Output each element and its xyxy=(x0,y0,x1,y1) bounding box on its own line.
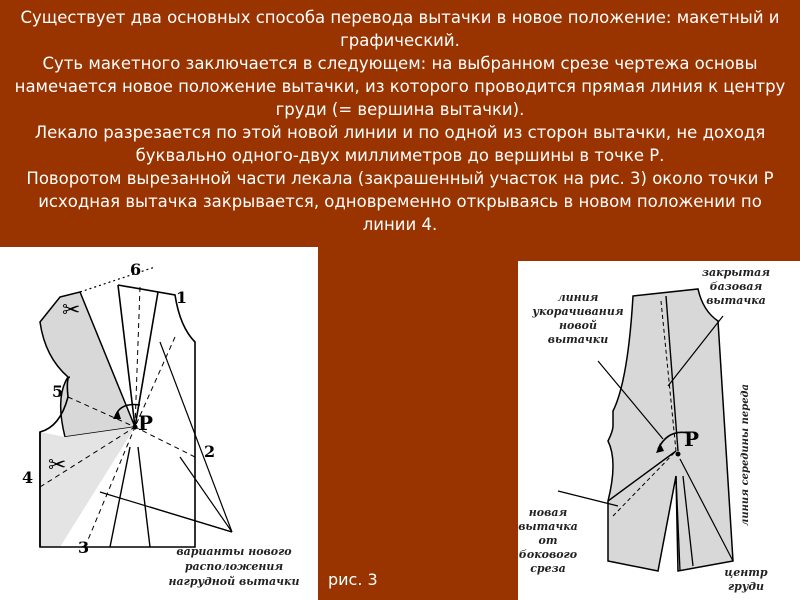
annotation-line-1: варианты нового xyxy=(176,545,292,558)
shortening-label-1: линия xyxy=(557,291,599,304)
bust-center-label-2: груди xyxy=(727,580,765,593)
annotation-line-2: расположения xyxy=(184,560,284,573)
pattern-drawing-left xyxy=(0,247,318,600)
new-dart-label-1: новая xyxy=(528,506,568,519)
new-dart-label-3: от xyxy=(538,534,558,547)
shortening-label-4: вытачки xyxy=(547,333,609,346)
closed-dart-label-3: вытачка xyxy=(706,294,766,307)
paragraph-mockup-essence: Суть макетного заключается в следующем: на выбранном срезе чертежа основы намечается новое положение вытачки, из которого проводится прямая линия к центру груди (= вершина вытачки). xyxy=(14,54,786,119)
closed-dart-label-1: закрытая xyxy=(702,266,770,279)
shoulder-dotted-line xyxy=(80,267,155,292)
scissors-icon: ✂ xyxy=(62,298,81,323)
dart-line-2 xyxy=(135,292,158,427)
pointer-arrow-1 xyxy=(160,342,232,532)
figure-left-panel xyxy=(0,247,318,600)
shortening-label-2: укорачивания xyxy=(532,305,624,318)
pattern-drawing-right xyxy=(518,261,800,600)
point-p-dot-right xyxy=(676,452,681,457)
paragraph-rotation: Поворотом вырезанной части лекала (закрашенный участок на рис. 3) около точки Р исходная вытачка закрывается, одновременно открываясь в новом положении по линии 4. xyxy=(26,169,774,234)
label-4: 4 xyxy=(22,468,34,487)
new-dart-label-5: среза xyxy=(530,562,566,575)
scissors-icon: ✂ xyxy=(48,453,67,478)
annotation-line-3: нагрудной вытачки xyxy=(168,575,300,588)
pointer-arrow-2 xyxy=(180,457,232,532)
bust-center-label-1: центр xyxy=(724,566,768,579)
point-p-label: P xyxy=(138,411,154,435)
figure-caption: рис. 3 xyxy=(328,570,378,589)
closed-dart-label-2: базовая xyxy=(709,280,763,293)
label-3: 3 xyxy=(78,538,90,557)
center-front-label: линия середины переда xyxy=(740,384,751,526)
label-2: 2 xyxy=(204,442,216,461)
new-dart-label-4: бокового xyxy=(518,548,578,561)
label-1: 1 xyxy=(176,288,188,307)
label-6: 6 xyxy=(130,260,142,279)
point-p-label-right: P xyxy=(684,427,700,451)
label-5: 5 xyxy=(52,382,64,401)
pointer-arrow-4 xyxy=(150,507,232,532)
paragraph-cutting: Лекало разрезается по этой новой линии и по одной из сторон вытачки, не доходя буквально одного-двух миллиметров до вершины в точке Р. xyxy=(34,123,766,165)
point-p-dot xyxy=(133,425,138,430)
bodice-outline-right xyxy=(608,289,733,571)
shaded-lower-piece xyxy=(40,427,135,547)
new-dart-label-2: вытачка xyxy=(518,520,578,533)
figure-right-panel xyxy=(518,261,800,600)
paragraph-methods: Существует два основных способа перевода вытачки в новое положение: макетный и графический. xyxy=(20,8,780,50)
shortening-label-3: новой xyxy=(559,319,597,332)
waist-dart-right xyxy=(138,447,150,547)
explanation-text xyxy=(10,6,790,236)
